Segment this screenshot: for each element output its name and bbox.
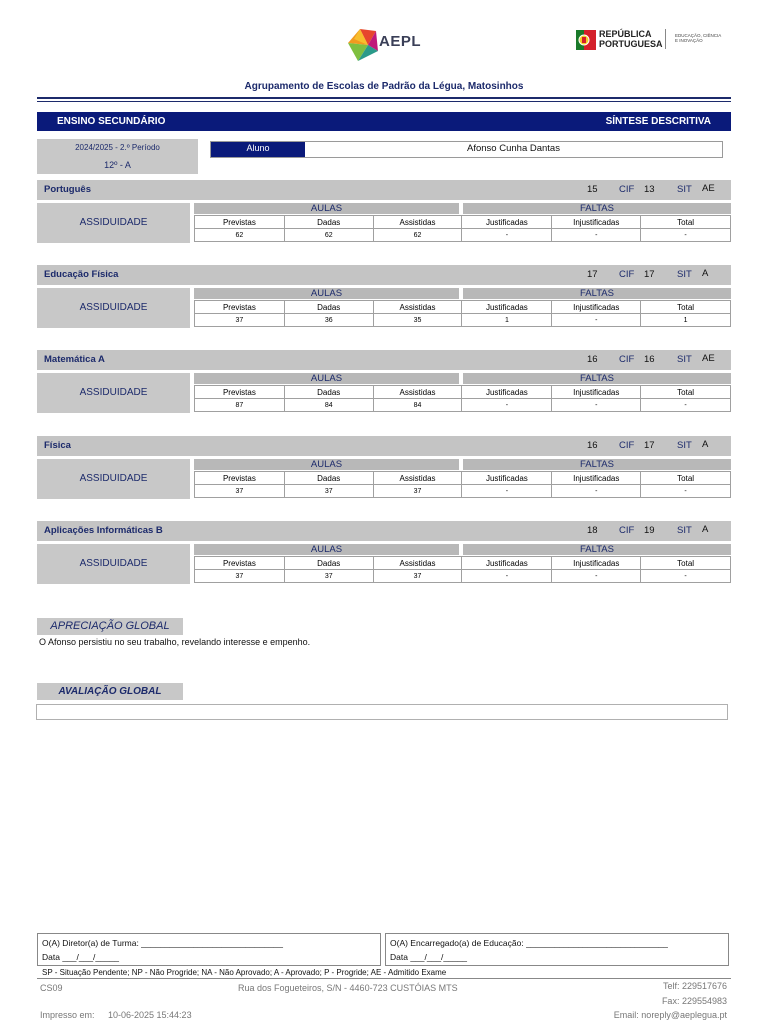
- col-assistidas: Assistidas: [373, 557, 462, 570]
- attendance-table: [194, 215, 731, 242]
- value-justificadas: -: [462, 229, 552, 242]
- subject-grade: 16: [587, 440, 598, 451]
- col-previstas: Previstas: [195, 472, 285, 485]
- subject-cif: 17: [644, 440, 655, 451]
- school-year: 2024/2025 - 2.º Período: [75, 143, 160, 152]
- value-previstas: 37: [195, 485, 285, 498]
- school-fax: Fax: 229554983: [661, 996, 727, 1006]
- faltas-header: FALTAS: [463, 203, 731, 214]
- value-justificadas: -: [462, 399, 552, 412]
- table-header-row: [195, 557, 731, 570]
- value-total: 1: [641, 314, 731, 327]
- subject-header-bar: [37, 180, 731, 200]
- col-previstas: Previstas: [195, 557, 285, 570]
- subject-cif: 17: [644, 269, 655, 280]
- value-previstas: 62: [195, 229, 285, 242]
- table-row: [195, 229, 731, 242]
- subject-name: Português: [44, 184, 91, 195]
- school-email: Email: noreply@aeplegua.pt: [613, 1010, 727, 1020]
- student-box: [210, 141, 723, 158]
- value-justificadas: 1: [462, 314, 552, 327]
- sit-label: SIT: [677, 440, 692, 451]
- footer-rule: [37, 978, 731, 979]
- value-injustificadas: -: [552, 229, 641, 242]
- cif-label: CIF: [619, 184, 635, 195]
- value-dadas: 62: [284, 229, 373, 242]
- col-dadas: Dadas: [284, 216, 373, 229]
- director-date: Data ___/___/_____: [42, 952, 120, 962]
- aulas-header: AULAS: [194, 203, 459, 214]
- aulas-header: AULAS: [194, 544, 459, 555]
- header-divider: [665, 29, 666, 49]
- value-dadas: 36: [284, 314, 373, 327]
- subject-name: Matemática A: [44, 354, 105, 365]
- subject-grade: 18: [587, 525, 598, 536]
- col-total: Total: [641, 301, 731, 314]
- aulas-header: AULAS: [194, 373, 459, 384]
- attendance-table: [194, 471, 731, 498]
- header-rule-thin: [37, 101, 731, 102]
- table-row: [195, 399, 731, 412]
- subject-name: Aplicações Informáticas B: [44, 525, 163, 536]
- value-total: -: [641, 570, 731, 583]
- evaluation-title: AVALIAÇÃO GLOBAL: [37, 683, 183, 700]
- value-injustificadas: -: [552, 314, 641, 327]
- col-dadas: Dadas: [284, 386, 373, 399]
- col-assistidas: Assistidas: [373, 301, 462, 314]
- school-address: Rua dos Fogueteiros, S/N - 4460-723 CUSTÓIAS MTS: [238, 983, 458, 993]
- appreciation-title: APRECIAÇÃO GLOBAL: [37, 618, 183, 635]
- col-total: Total: [641, 472, 731, 485]
- sit-label: SIT: [677, 184, 692, 195]
- director-signature-line: O(A) Diretor(a) de Turma: ______________________________: [42, 938, 284, 948]
- cif-label: CIF: [619, 354, 635, 365]
- class-label: 12º - A: [104, 160, 131, 170]
- aepl-logo-text: AEPL: [379, 33, 422, 50]
- subject-sit: A: [702, 268, 709, 279]
- subject-name: Física: [44, 440, 71, 451]
- value-assistidas: 37: [373, 485, 462, 498]
- col-injustificadas: Injustificadas: [552, 301, 641, 314]
- table-row: [195, 570, 731, 583]
- aulas-header: AULAS: [194, 288, 459, 299]
- value-dadas: 37: [284, 570, 373, 583]
- guardian-signature-line: O(A) Encarregado(a) de Educação: ______________________________: [390, 938, 668, 948]
- sit-label: SIT: [677, 269, 692, 280]
- col-justificadas: Justificadas: [462, 301, 552, 314]
- subject-cif: 16: [644, 354, 655, 365]
- faltas-header: FALTAS: [463, 544, 731, 555]
- evaluation-field: [36, 704, 728, 720]
- value-total: -: [641, 229, 731, 242]
- value-injustificadas: -: [552, 399, 641, 412]
- sit-label: SIT: [677, 525, 692, 536]
- subject-grade: 16: [587, 354, 598, 365]
- attendance-table: [194, 556, 731, 583]
- col-total: Total: [641, 557, 731, 570]
- attendance-table: [194, 385, 731, 412]
- assiduidade-label: ASSIDUIDADE: [37, 203, 190, 243]
- col-assistidas: Assistidas: [373, 386, 462, 399]
- cif-label: CIF: [619, 525, 635, 536]
- aulas-header: AULAS: [194, 459, 459, 470]
- table-row: [195, 485, 731, 498]
- subject-sit: A: [702, 439, 709, 450]
- header-rule: [37, 97, 731, 99]
- guardian-date: Data ___/___/_____: [390, 952, 468, 962]
- subject-header-bar: [37, 265, 731, 285]
- col-justificadas: Justificadas: [462, 386, 552, 399]
- col-dadas: Dadas: [284, 301, 373, 314]
- subject-sit: A: [702, 524, 709, 535]
- banner-left: ENSINO SECUNDÁRIO: [57, 116, 166, 127]
- section-banner: [37, 112, 731, 131]
- guardian-signature-box: [385, 933, 729, 966]
- value-previstas: 87: [195, 399, 285, 412]
- value-justificadas: -: [462, 485, 552, 498]
- value-assistidas: 84: [373, 399, 462, 412]
- col-assistidas: Assistidas: [373, 472, 462, 485]
- assiduidade-label: ASSIDUIDADE: [37, 288, 190, 328]
- subject-cif: 13: [644, 184, 655, 195]
- sit-label: SIT: [677, 354, 692, 365]
- table-header-row: [195, 472, 731, 485]
- value-injustificadas: -: [552, 485, 641, 498]
- subject-sit: AE: [702, 183, 715, 194]
- printed-date: 10-06-2025 15:44:23: [108, 1010, 192, 1020]
- col-assistidas: Assistidas: [373, 216, 462, 229]
- value-justificadas: -: [462, 570, 552, 583]
- school-name: Agrupamento de Escolas de Padrão da Légua, Matosinhos: [244, 81, 524, 92]
- table-row: [195, 314, 731, 327]
- table-header-row: [195, 216, 731, 229]
- subject-header-bar: [37, 436, 731, 456]
- value-dadas: 37: [284, 485, 373, 498]
- faltas-header: FALTAS: [463, 288, 731, 299]
- assiduidade-label: ASSIDUIDADE: [37, 459, 190, 499]
- assiduidade-label: ASSIDUIDADE: [37, 544, 190, 584]
- director-signature-box: [37, 933, 381, 966]
- table-header-row: [195, 386, 731, 399]
- col-dadas: Dadas: [284, 472, 373, 485]
- subject-name: Educação Física: [44, 269, 119, 280]
- col-justificadas: Justificadas: [462, 472, 552, 485]
- student-label: Aluno: [211, 142, 305, 157]
- value-dadas: 84: [284, 399, 373, 412]
- value-assistidas: 37: [373, 570, 462, 583]
- printed-label: Impresso em:: [40, 1010, 95, 1020]
- republica-portuguesa-text: REPÚBLICA PORTUGUESA: [599, 29, 663, 49]
- banner-right: SÍNTESE DESCRITIVA: [605, 116, 711, 127]
- value-previstas: 37: [195, 570, 285, 583]
- subject-cif: 19: [644, 525, 655, 536]
- col-previstas: Previstas: [195, 301, 285, 314]
- col-justificadas: Justificadas: [462, 216, 552, 229]
- subject-grade: 15: [587, 184, 598, 195]
- col-injustificadas: Injustificadas: [552, 386, 641, 399]
- col-injustificadas: Injustificadas: [552, 557, 641, 570]
- cif-label: CIF: [619, 269, 635, 280]
- col-total: Total: [641, 216, 731, 229]
- student-name: Afonso Cunha Dantas: [467, 143, 560, 154]
- value-injustificadas: -: [552, 570, 641, 583]
- value-previstas: 37: [195, 314, 285, 327]
- situation-legend: SP - Situação Pendente; NP - Não Progride; NA - Não Aprovado; A - Aprovado; P - Progride; AE - Admitido Exame: [42, 968, 447, 977]
- col-previstas: Previstas: [195, 386, 285, 399]
- subject-sit: AE: [702, 353, 715, 364]
- school-phone: Telf: 229517676: [662, 981, 727, 991]
- cif-label: CIF: [619, 440, 635, 451]
- faltas-header: FALTAS: [463, 459, 731, 470]
- col-injustificadas: Injustificadas: [552, 216, 641, 229]
- form-code: CS09: [40, 983, 63, 993]
- col-injustificadas: Injustificadas: [552, 472, 641, 485]
- col-justificadas: Justificadas: [462, 557, 552, 570]
- assiduidade-label: ASSIDUIDADE: [37, 373, 190, 413]
- appreciation-text: O Afonso persistiu no seu trabalho, revelando interesse e empenho.: [39, 637, 311, 647]
- period-box: [37, 139, 198, 174]
- value-total: -: [641, 485, 731, 498]
- value-assistidas: 35: [373, 314, 462, 327]
- subject-grade: 17: [587, 269, 598, 280]
- col-dadas: Dadas: [284, 557, 373, 570]
- col-total: Total: [641, 386, 731, 399]
- subject-header-bar: [37, 350, 731, 370]
- value-assistidas: 62: [373, 229, 462, 242]
- attendance-table: [194, 300, 731, 327]
- ministry-text: EDUCAÇÃO, CIÊNCIA E INOVAÇÃO: [675, 33, 722, 43]
- col-previstas: Previstas: [195, 216, 285, 229]
- subject-header-bar: [37, 521, 731, 541]
- value-total: -: [641, 399, 731, 412]
- faltas-header: FALTAS: [463, 373, 731, 384]
- portugal-flag-icon: [576, 28, 596, 52]
- table-header-row: [195, 301, 731, 314]
